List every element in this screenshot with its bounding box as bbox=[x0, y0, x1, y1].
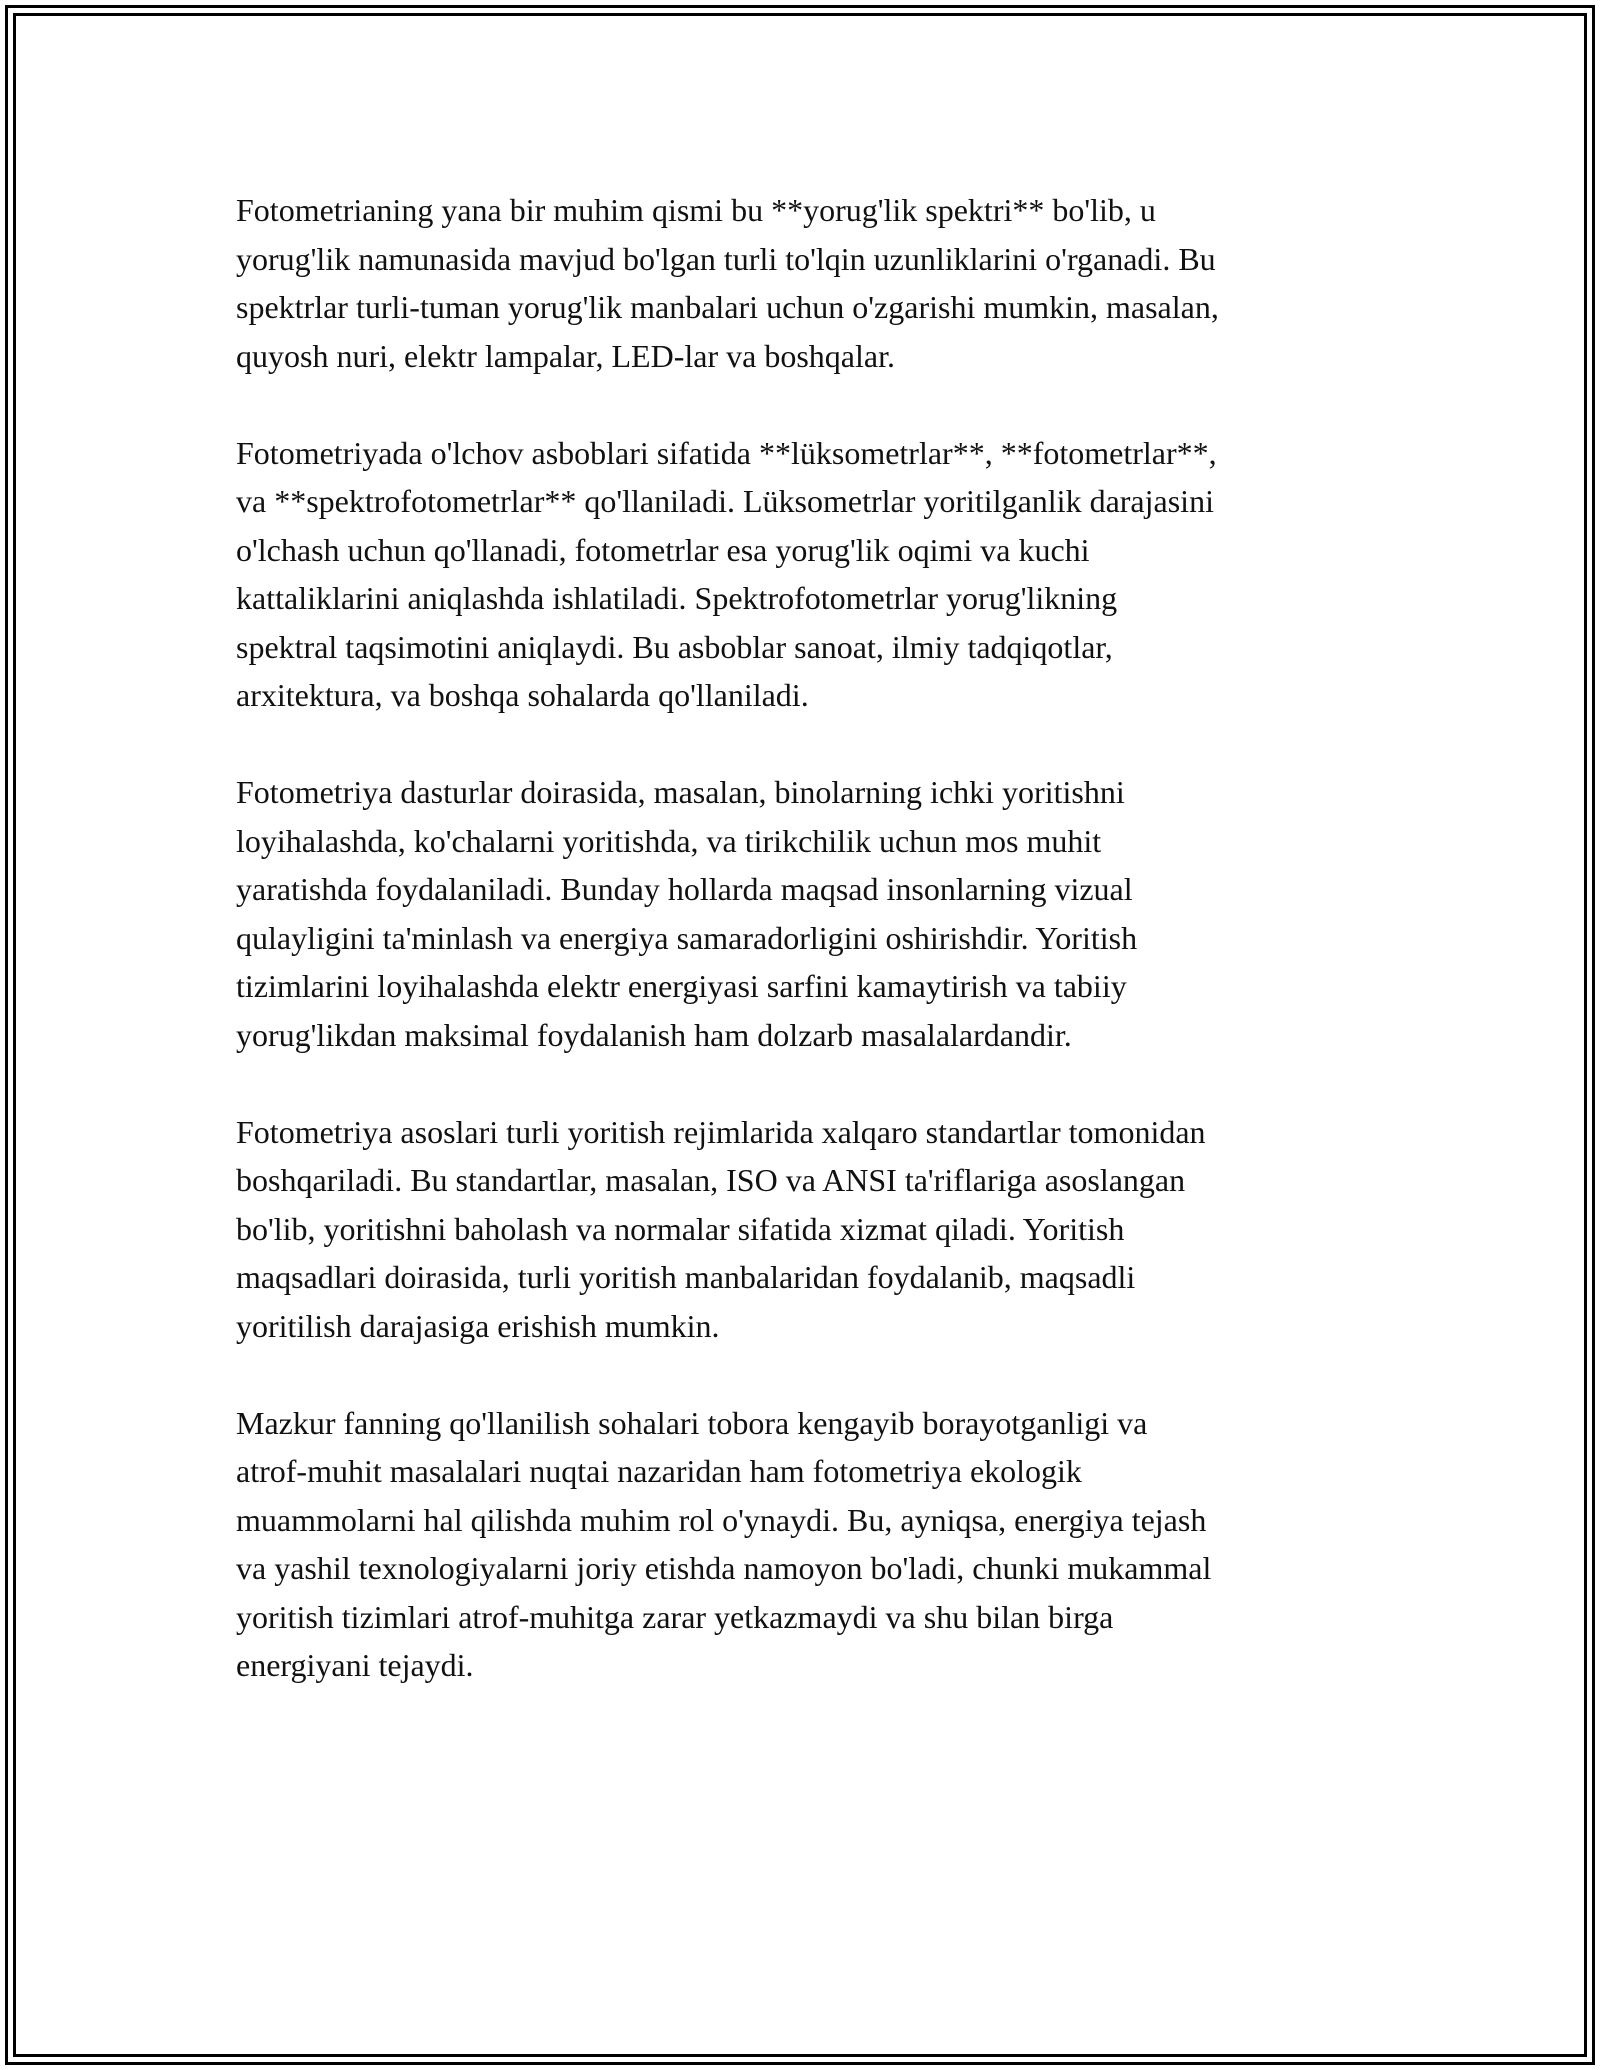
paragraph-lighting-design: Fotometriya dasturlar doirasida, masalan, binolarning ichki yoritishni loyihalashda, ko'chalarni yoritishda, va tirikchilik uchun mos muhit yaratishda foydalaniladi. Bunday hollarda maqsad insonlarning vizual qulayligini ta'minlash va energiya samaradorligini oshirishdir. Yoritish tizimlarini loyihalashda elektr energiyasi sarfini kamaytirish va tabiiy yorug'likdan maksimal foydalanish ham dolzarb masalalardandir. bbox=[236, 774, 1138, 1053]
paragraph-standards: Fotometriya asoslari turli yoritish rejimlarida xalqaro standartlar tomonidan boshqariladi. Bu standartlar, masalan, ISO va ANSI ta'riflariga asoslangan bo'lib, yoritishni baholash va normalar sifatida xizmat qiladi. Yoritish maqsadlari doirasida, turli yoritish manbalaridan foydalanib, maqsadli yoritilish darajasiga erishish mumkin. bbox=[236, 1113, 1206, 1344]
paragraph-measurement-instruments: Fotometriyada o'lchov asboblari sifatida **lüksometrlar**, **fotometrlar**, va **spektrofotometrlar** qo'llaniladi. Lüksometrlar yoritilganlik darajasini o'lchash uchun qo'llanadi, fotometrlar esa yorug'lik oqimi va kuchi kattaliklarini aniqlashda ishlatiladi. Spektrofotometrlar yorug'likning spektral taqsimotini aniqlaydi. Bu asboblar sanoat, ilmiy tadqiqotlar, arxitektura, va boshqa sohalarda qo'llaniladi. bbox=[236, 434, 1217, 713]
paragraph-ecology: Mazkur fanning qo'llanilish sohalari tobora kengayib borayotganligi va atrof-muhit masalalari nuqtai nazaridan ham fotometriya ekologik muammolarni hal qilishda muhim rol o'ynaydi. Bu, ayniqsa, energiya tejash va yashil texnologiyalarni joriy etishda namoyon bo'ladi, chunki mukammal yoritish tizimlari atrof-muhitga zarar yetkazmaydi va shu bilan birga energiyani tejaydi. bbox=[236, 1404, 1212, 1683]
paragraph-light-spectrum: Fotometrianing yana bir muhim qismi bu **yorug'lik spektri** bo'lib, u yorug'lik namunasida mavjud bo'lgan turli to'lqin uzunliklarini o'rganadi. Bu spektrlar turli-tuman yorug'lik manbalari uchun o'zgarishi mumkin, masalan, quyosh nuri, elektr lampalar, LED-lar va boshqalar. bbox=[236, 192, 1219, 374]
document-body bbox=[236, 186, 1366, 1738]
